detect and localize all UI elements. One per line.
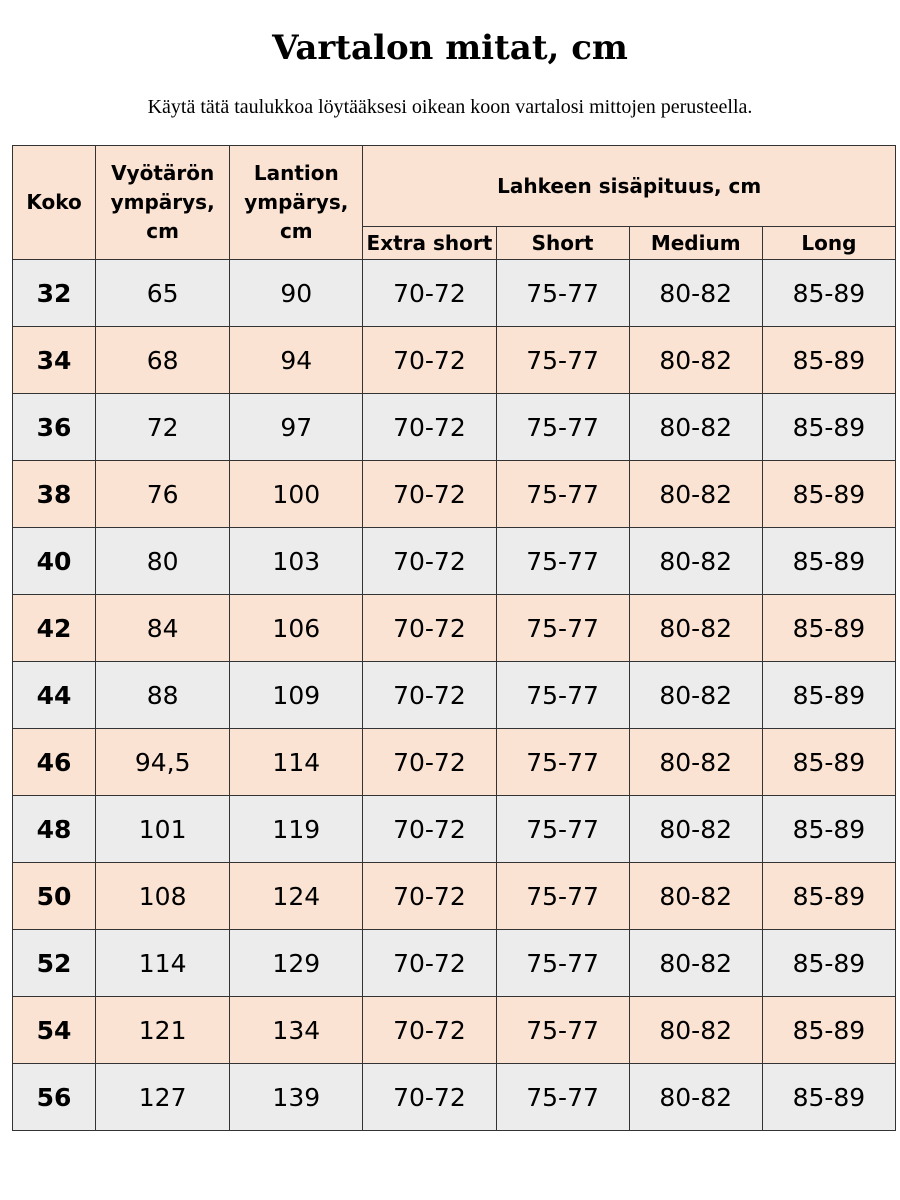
size-cell: 40 xyxy=(13,528,96,595)
size-cell: 38 xyxy=(13,461,96,528)
medium-cell: 80-82 xyxy=(629,1064,762,1131)
header-extra-short: Extra short xyxy=(363,227,496,260)
table-row xyxy=(13,997,896,1064)
hip-cell: 100 xyxy=(230,461,363,528)
header-short: Short xyxy=(496,227,629,260)
short-cell: 75-77 xyxy=(496,1064,629,1131)
hip-cell: 94 xyxy=(230,327,363,394)
medium-cell: 80-82 xyxy=(629,863,762,930)
extra-short-cell: 70-72 xyxy=(363,1064,496,1131)
table-body xyxy=(13,260,896,1131)
long-cell: 85-89 xyxy=(762,528,895,595)
table-row xyxy=(13,394,896,461)
waist-cell: 121 xyxy=(96,997,230,1064)
table-row xyxy=(13,1064,896,1131)
long-cell: 85-89 xyxy=(762,461,895,528)
table-row xyxy=(13,595,896,662)
extra-short-cell: 70-72 xyxy=(363,327,496,394)
short-cell: 75-77 xyxy=(496,595,629,662)
table-row xyxy=(13,796,896,863)
extra-short-cell: 70-72 xyxy=(363,260,496,327)
hip-cell: 106 xyxy=(230,595,363,662)
header-waist-line: cm xyxy=(146,219,179,243)
medium-cell: 80-82 xyxy=(629,729,762,796)
medium-cell: 80-82 xyxy=(629,796,762,863)
extra-short-cell: 70-72 xyxy=(363,394,496,461)
size-table xyxy=(12,145,896,1131)
extra-short-cell: 70-72 xyxy=(363,729,496,796)
short-cell: 75-77 xyxy=(496,997,629,1064)
waist-cell: 80 xyxy=(96,528,230,595)
table-header xyxy=(13,146,896,260)
hip-cell: 129 xyxy=(230,930,363,997)
long-cell: 85-89 xyxy=(762,327,895,394)
hip-cell: 103 xyxy=(230,528,363,595)
hip-cell: 90 xyxy=(230,260,363,327)
long-cell: 85-89 xyxy=(762,930,895,997)
short-cell: 75-77 xyxy=(496,260,629,327)
waist-cell: 94,5 xyxy=(96,729,230,796)
short-cell: 75-77 xyxy=(496,327,629,394)
hip-cell: 119 xyxy=(230,796,363,863)
waist-cell: 84 xyxy=(96,595,230,662)
hip-cell: 124 xyxy=(230,863,363,930)
size-cell: 56 xyxy=(13,1064,96,1131)
extra-short-cell: 70-72 xyxy=(363,930,496,997)
long-cell: 85-89 xyxy=(762,1064,895,1131)
size-cell: 42 xyxy=(13,595,96,662)
medium-cell: 80-82 xyxy=(629,260,762,327)
header-size: Koko xyxy=(13,146,96,260)
size-cell: 54 xyxy=(13,997,96,1064)
short-cell: 75-77 xyxy=(496,930,629,997)
long-cell: 85-89 xyxy=(762,997,895,1064)
table-row xyxy=(13,327,896,394)
waist-cell: 65 xyxy=(96,260,230,327)
table-row xyxy=(13,729,896,796)
header-hip-line: ympärys, xyxy=(244,190,349,214)
waist-cell: 114 xyxy=(96,930,230,997)
waist-cell: 72 xyxy=(96,394,230,461)
header-waist-line: ympärys, xyxy=(110,190,215,214)
waist-cell: 108 xyxy=(96,863,230,930)
hip-cell: 97 xyxy=(230,394,363,461)
hip-cell: 139 xyxy=(230,1064,363,1131)
header-waist-line: Vyötärön xyxy=(111,161,215,185)
size-cell: 50 xyxy=(13,863,96,930)
size-cell: 48 xyxy=(13,796,96,863)
size-cell: 46 xyxy=(13,729,96,796)
extra-short-cell: 70-72 xyxy=(363,528,496,595)
header-hip-line: Lantion xyxy=(253,161,339,185)
waist-cell: 88 xyxy=(96,662,230,729)
table-row xyxy=(13,662,896,729)
short-cell: 75-77 xyxy=(496,394,629,461)
page-title: Vartalon mitat, cm xyxy=(272,28,628,68)
waist-cell: 76 xyxy=(96,461,230,528)
header-waist xyxy=(96,146,230,260)
extra-short-cell: 70-72 xyxy=(363,997,496,1064)
header-inseam-group: Lahkeen sisäpituus, cm xyxy=(363,146,896,227)
long-cell: 85-89 xyxy=(762,595,895,662)
waist-cell: 101 xyxy=(96,796,230,863)
table-row xyxy=(13,863,896,930)
long-cell: 85-89 xyxy=(762,729,895,796)
short-cell: 75-77 xyxy=(496,528,629,595)
hip-cell: 114 xyxy=(230,729,363,796)
size-cell: 52 xyxy=(13,930,96,997)
extra-short-cell: 70-72 xyxy=(363,461,496,528)
header-medium: Medium xyxy=(629,227,762,260)
page-subtitle: Käytä tätä taulukkoa löytääksesi oikean koon vartalosi mittojen perusteella. xyxy=(147,96,753,118)
header-long: Long xyxy=(762,227,895,260)
waist-cell: 127 xyxy=(96,1064,230,1131)
hip-cell: 134 xyxy=(230,997,363,1064)
size-cell: 34 xyxy=(13,327,96,394)
short-cell: 75-77 xyxy=(496,461,629,528)
long-cell: 85-89 xyxy=(762,863,895,930)
header-hip xyxy=(230,146,363,260)
long-cell: 85-89 xyxy=(762,394,895,461)
extra-short-cell: 70-72 xyxy=(363,796,496,863)
medium-cell: 80-82 xyxy=(629,394,762,461)
medium-cell: 80-82 xyxy=(629,930,762,997)
medium-cell: 80-82 xyxy=(629,997,762,1064)
medium-cell: 80-82 xyxy=(629,327,762,394)
header-hip-line: cm xyxy=(279,219,313,243)
table-row xyxy=(13,528,896,595)
waist-cell: 68 xyxy=(96,327,230,394)
extra-short-cell: 70-72 xyxy=(363,595,496,662)
size-cell: 32 xyxy=(13,260,96,327)
table-row xyxy=(13,930,896,997)
extra-short-cell: 70-72 xyxy=(363,662,496,729)
long-cell: 85-89 xyxy=(762,796,895,863)
table-row xyxy=(13,260,896,327)
size-cell: 44 xyxy=(13,662,96,729)
header-row xyxy=(13,146,896,227)
medium-cell: 80-82 xyxy=(629,662,762,729)
table-row xyxy=(13,461,896,528)
hip-cell: 109 xyxy=(230,662,363,729)
medium-cell: 80-82 xyxy=(629,595,762,662)
medium-cell: 80-82 xyxy=(629,528,762,595)
short-cell: 75-77 xyxy=(496,796,629,863)
extra-short-cell: 70-72 xyxy=(363,863,496,930)
short-cell: 75-77 xyxy=(496,863,629,930)
size-cell: 36 xyxy=(13,394,96,461)
short-cell: 75-77 xyxy=(496,662,629,729)
short-cell: 75-77 xyxy=(496,729,629,796)
long-cell: 85-89 xyxy=(762,662,895,729)
long-cell: 85-89 xyxy=(762,260,895,327)
medium-cell: 80-82 xyxy=(629,461,762,528)
